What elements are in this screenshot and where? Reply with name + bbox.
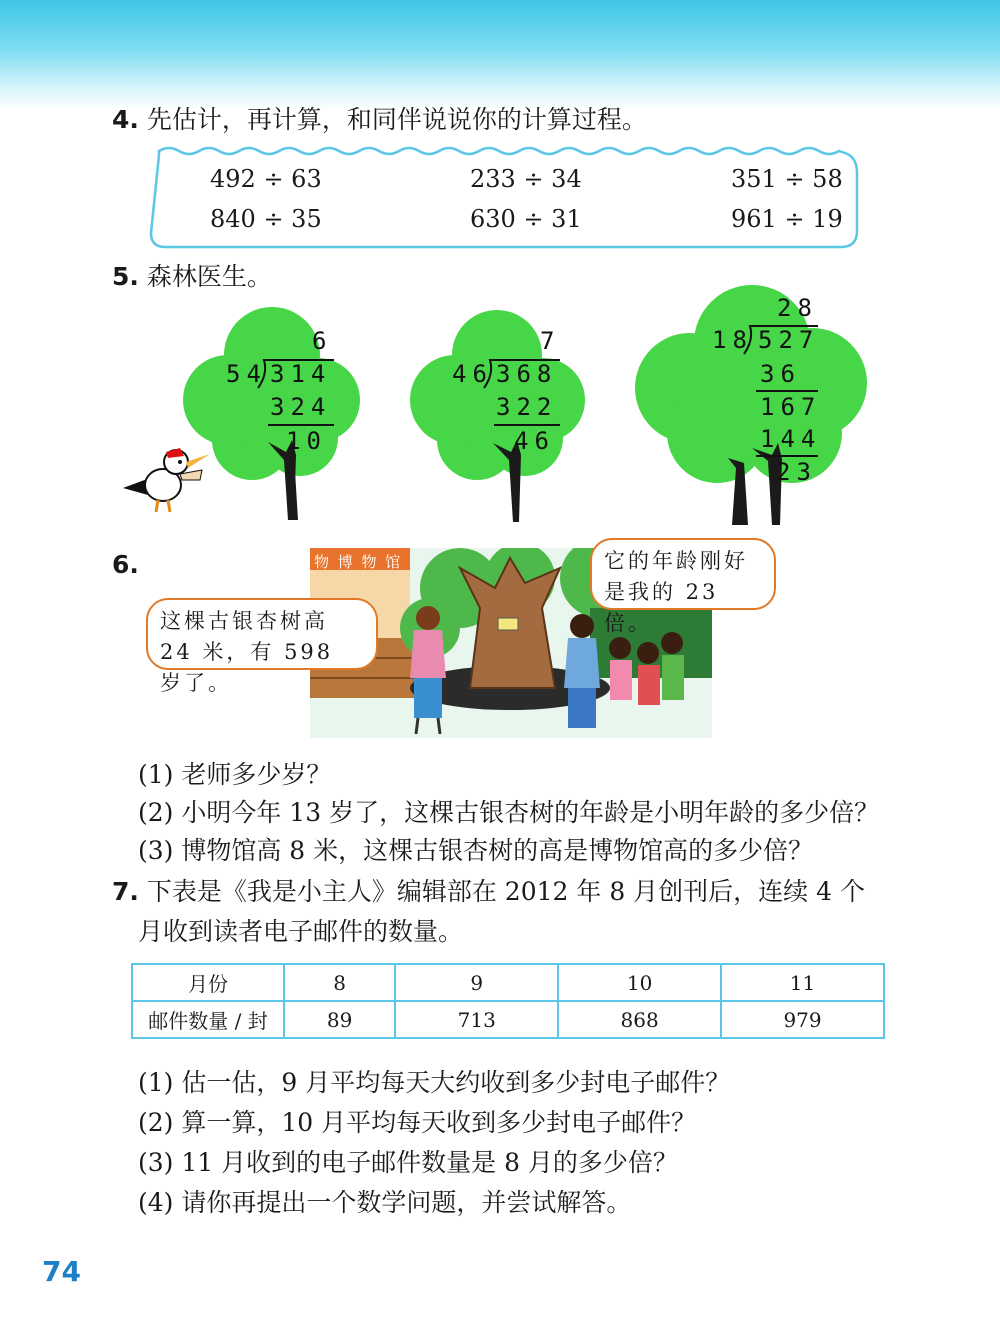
tree1-product: 324 xyxy=(270,393,332,421)
table-row xyxy=(132,1001,884,1038)
tree3-dividend: 527 xyxy=(758,326,820,354)
expr-4: 840 ÷ 35 xyxy=(210,205,322,233)
q6-number-wrap xyxy=(112,548,139,582)
table-cell: 89 xyxy=(284,1001,395,1038)
q7-item-4: (4) 请你再提出一个数学问题，并尝试解答。 xyxy=(138,1188,632,1217)
q7-line1: 下表是《我是小主人》编辑部在 2012 年 8 月创刊后，连续 4 个 xyxy=(146,877,865,906)
teacher-speech-bubble: 这棵古银杏树高 24 米，有 598 岁了。 xyxy=(146,598,378,670)
tree3-rule-1 xyxy=(756,390,818,392)
q7-item-2: (2) 算一算，10 月平均每天收到多少封电子邮件？ xyxy=(138,1108,697,1137)
expr-3: 351 ÷ 58 xyxy=(731,165,843,193)
tree2-dividend: 368 xyxy=(496,360,558,388)
tree3-remainder: 23 xyxy=(776,458,817,486)
page-number: 74 xyxy=(42,1255,81,1288)
q6-item-3: (3) 博物馆高 8 米，这棵古银杏树的高是博物馆高的多少倍？ xyxy=(138,836,814,865)
table-cell: 11 xyxy=(721,964,884,1001)
q5-number: 5. xyxy=(112,262,139,291)
girl-speech-bubble: 它的年龄刚好是我的 23 倍。 xyxy=(590,538,776,610)
email-count-table xyxy=(131,963,885,1039)
table-cell: 868 xyxy=(558,1001,721,1038)
q7-number: 7. xyxy=(112,877,139,906)
tree2-remainder: 46 xyxy=(514,427,555,455)
q7-prompt-line1 xyxy=(112,875,865,909)
tree1-rule xyxy=(268,424,334,426)
tree2-divisor: 46 xyxy=(452,360,493,388)
q5-text: 森林医生。 xyxy=(146,262,272,291)
q4-exercise-frame xyxy=(145,143,865,255)
tree1-quotient: 6 xyxy=(312,327,333,355)
expr-5: 630 ÷ 31 xyxy=(470,205,582,233)
tree1-remainder: 10 xyxy=(286,427,327,455)
table-cell: 邮件数量 / 封 xyxy=(132,1001,284,1038)
q5-prompt xyxy=(112,260,272,294)
museum-sign: 物 博 物 馆 xyxy=(314,553,403,571)
expr-6: 961 ÷ 19 xyxy=(731,205,843,233)
tree2-product: 322 xyxy=(496,393,558,421)
tree-3-illustration xyxy=(632,283,872,528)
expr-2: 233 ÷ 34 xyxy=(470,165,582,193)
q7-line2: 月收到读者电子邮件的数量。 xyxy=(138,917,464,946)
top-decoration-band xyxy=(0,0,1000,110)
table-cell: 10 xyxy=(558,964,721,1001)
q4-prompt xyxy=(112,103,647,137)
table-cell: 713 xyxy=(395,1001,558,1038)
tree3-step2: 167 xyxy=(760,393,822,421)
q6-item-2: (2) 小明今年 13 岁了，这棵古银杏树的年龄是小明年龄的多少倍？ xyxy=(138,798,880,827)
q6-item-1: (1) 老师多少岁？ xyxy=(138,760,332,789)
table-row xyxy=(132,964,884,1001)
tree1-divisor: 54 xyxy=(226,360,267,388)
q4-text: 先估计，再计算，和同伴说说你的计算过程。 xyxy=(146,105,647,134)
tree3-step3: 144 xyxy=(760,425,822,453)
tree2-rule xyxy=(494,424,560,426)
q7-item-3: (3) 11 月收到的电子邮件数量是 8 月的多少倍？ xyxy=(138,1148,678,1177)
tree3-step1: 36 xyxy=(760,360,801,388)
tree2-quotient: 7 xyxy=(540,327,561,355)
tree1-dividend: 314 xyxy=(270,360,332,388)
q4-number: 4. xyxy=(112,105,139,134)
table-cell: 月份 xyxy=(132,964,284,1001)
expr-1: 492 ÷ 63 xyxy=(210,165,322,193)
table-cell: 9 xyxy=(395,964,558,1001)
table-cell: 8 xyxy=(284,964,395,1001)
q6-number: 6. xyxy=(112,550,139,579)
tree3-divisor: 18 xyxy=(712,326,753,354)
table-cell: 979 xyxy=(721,1001,884,1038)
woodpecker-doctor-illustration xyxy=(118,440,213,520)
q7-item-1: (1) 估一估，9 月平均每天大约收到多少封电子邮件？ xyxy=(138,1068,731,1097)
tree3-quotient: 28 xyxy=(777,294,818,322)
tree3-rule-2 xyxy=(756,455,818,457)
